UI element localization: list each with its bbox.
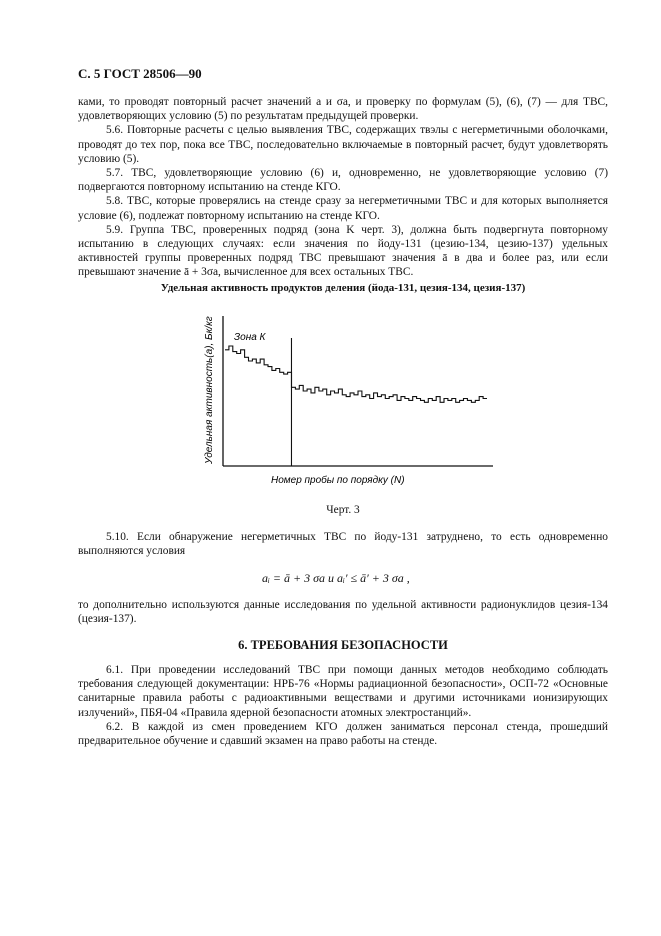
paragraph-5-9: 5.9. Группа ТВС, проверенных подряд (зона K черт. 3), должна быть подвергнута повторному испытанию в следующих случаях: если значения по йоду-131 (цезию-134, цезию-137) удельных активностей группы проверенных подряд ТВС превышают значения ā в два и более раз, или если превышают значение ā + 3σa, вычисленное для всех остальных ТВС. [78,223,608,279]
series-step-line [225,346,487,402]
paragraph-5-10b: то дополнительно используются данные исследования по удельной активности радионуклидов цезия-134 (цезия-137). [78,599,608,626]
paragraph-5-10-block [78,530,608,558]
figure-title: Удельная активность продуктов деления (йода-131, цезия-134, цезия-137) [160,282,526,294]
section-6-body [78,663,608,748]
paragraph-5-7: 5.7. ТВС, удовлетворяющие условию (6) и, одновременно, не удовлетворяющие условию (7) подвергаются повторному испытанию на стенде КГО. [78,167,608,194]
paragraph-5-8: 5.8. ТВС, которые проверялись на стенде сразу за негерметичными ТВС и для которых выполняется условие (6), подлежат повторному испытанию на стенде КГО. [78,195,608,222]
section-6-title: 6. ТРЕБОВАНИЯ БЕЗОПАСНОСТИ [238,638,448,652]
paragraph-5-10: 5.10. Если обнаружение негерметичных ТВС по йоду-131 затруднено, то есть одновременно выполняются условия [78,531,608,558]
y-axis-label: Удельная активность(a), Бк/кг [204,316,215,464]
page-header: С. 5 ГОСТ 28506—90 [78,66,202,81]
zone-k-label: Зона К [234,331,266,343]
paragraph-5-5-cont: ками, то проводят повторный расчет значений a и σa, и проверку по формулам (5), (6), (7) — для ТВС, удовлетворяющих условию (5) по результатам предыдущей проверки. [78,96,608,123]
paragraph-5-10b-block [78,598,608,626]
top-paragraphs [78,95,608,280]
formula-conditions: aᵢ = ā + 3 σa и aᵢ′ ≤ ā′ + 3 σa , [262,571,410,585]
paragraph-6-2: 6.2. В каждой из смен проведением КГО должен заниматься персонал стенда, прошедший предварительное обучение и сдавший экзамен на право работы на стенде. [78,720,608,748]
paragraph-6-1: 6.1. При проведении исследований ТВС при помощи данных методов необходимо соблюдать требования следующей документации: НРБ-76 «Нормы радиационной безопасности», ОСП-72 «Основные санитарные правила работы с радиоактивными веществами и другими источниками ионизирующих излучений», ПБЯ-04 «Правила ядерной безопасности атомных электростанций». [78,664,608,719]
paragraph-5-6: 5.6. Повторные расчеты с целью выявления ТВС, содержащих твэлы с негерметичными оболочками, проводят до тех пор, пока все ТВС, последовательно включаемые в повторный расчет, будут удовлетворять условию (5). [78,124,608,165]
x-axis-label: Номер пробы по порядку (N) [271,475,405,486]
activity-chart [196,298,506,496]
figure-caption: Черт. 3 [326,504,360,516]
